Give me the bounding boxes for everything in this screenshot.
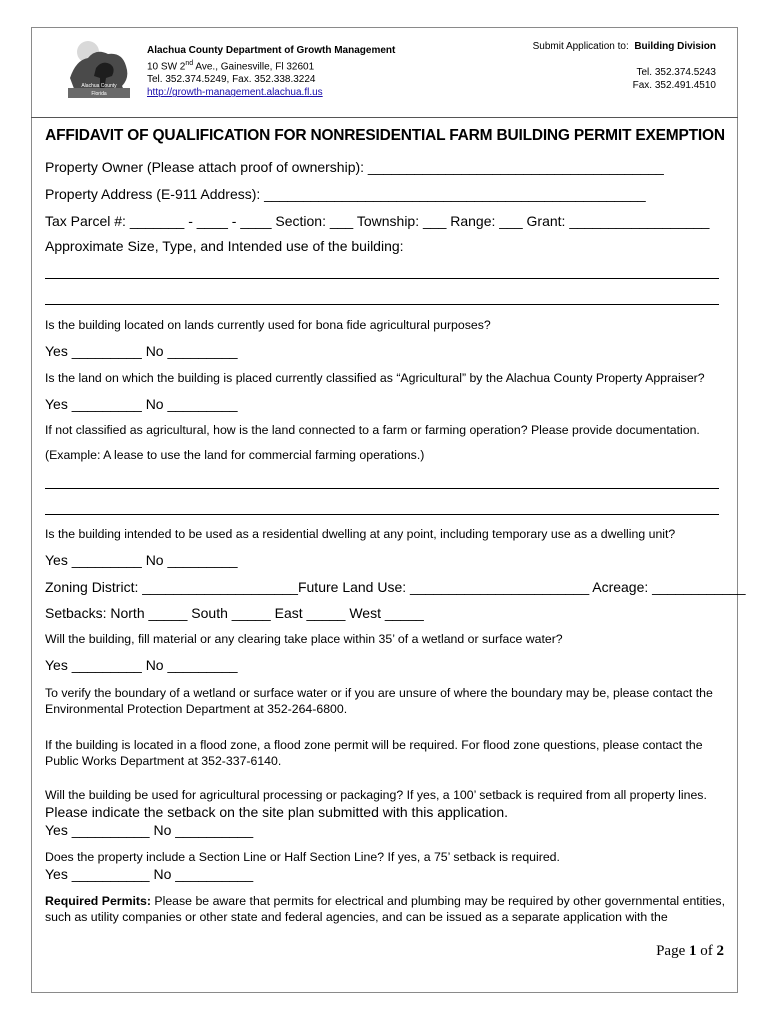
- submit-info: [533, 40, 716, 92]
- size-type-line-1[interactable]: [45, 278, 719, 279]
- question-classification: Is the land on which the building is placed currently classified as “Agricultural” by the Alachua County Property Appraiser?: [45, 371, 705, 385]
- submit-line: Submit Application to: Building Division: [532, 41, 716, 52]
- form-title: AFFIDAVIT OF QUALIFICATION FOR NONRESIDENTIAL FARM BUILDING PERMIT EXEMPTION: [45, 127, 725, 144]
- setbacks-field[interactable]: Setbacks: North _____ South _____ East _____ West _____: [45, 605, 424, 621]
- yes-no-6[interactable]: Yes __________ No __________: [45, 866, 254, 882]
- owner-field[interactable]: Property Owner (Please attach proof of ownership): ______________________________________: [45, 159, 664, 175]
- svg-text:Florida: Florida: [91, 91, 107, 97]
- parcel-field[interactable]: Tax Parcel #: _______ - ____ - ____ Section: ___ Township: ___ Range: ___ Grant: __________________: [45, 213, 710, 229]
- division-tel: Tel. 352.374.5243: [636, 67, 716, 78]
- required-permits-note: [45, 893, 725, 925]
- required-permits-label: Required Permits:: [45, 894, 151, 908]
- farm-example: (Example: A lease to use the land for commercial farming operations.): [45, 448, 425, 462]
- farm-line-2[interactable]: [45, 514, 719, 515]
- org-address: 10 SW 2nd Ave., Gainesville, Fl 32601: [147, 60, 315, 73]
- org-phone-fax: Tel. 352.374.5249, Fax. 352.338.3224: [147, 74, 316, 86]
- farm-line-1[interactable]: [45, 488, 719, 489]
- county-logo: [66, 38, 132, 100]
- question-residential: Is the building intended to be used as a residential dwelling at any point, including temporary use as a dwelling unit?: [45, 527, 676, 541]
- yes-no-4[interactable]: Yes _________ No _________: [45, 657, 238, 673]
- question-agricultural-use: Is the building located on lands currently used for bona fide agricultural purposes?: [45, 318, 491, 332]
- header-divider: [31, 117, 738, 118]
- question-processing: Will the building be used for agricultural processing or packaging? If yes, a 100’ setback is required from all property lines.: [45, 788, 707, 802]
- wetland-note: To verify the boundary of a wetland or surface water or if you are unsure of where the boundary may be, please contact the Environmental Protection Department at 352-264-6800.: [45, 686, 713, 716]
- size-type-line-2[interactable]: [45, 304, 719, 305]
- address-field[interactable]: Property Address (E-911 Address): _________________________________________________: [45, 186, 646, 202]
- division-fax: Fax. 352.491.4510: [632, 80, 716, 91]
- zoning-field[interactable]: Zoning District: ____________________Future Land Use: _______________________ Acreage: ____________: [45, 579, 746, 595]
- required-permits-text: Please be aware that permits for electrical and plumbing may be required by other governmental entities, such as utility companies or other state and federal agencies, and can be issued as a separate application with the: [45, 894, 725, 924]
- department-header: [147, 44, 395, 99]
- yes-no-1[interactable]: Yes _________ No _________: [45, 343, 238, 359]
- page-number: Page 1 of 2: [656, 943, 724, 959]
- yes-no-5[interactable]: Yes __________ No __________: [45, 822, 254, 838]
- size-type-label: Approximate Size, Type, and Intended use of the building:: [45, 238, 404, 254]
- question-section-line: Does the property include a Section Line or Half Section Line? If yes, a 75’ setback is required.: [45, 850, 560, 864]
- question-farm-connection: If not classified as agricultural, how is the land connected to a farm or farming operation? Please provide documentation.: [45, 423, 700, 437]
- setback-instruction: Please indicate the setback on the site plan submitted with this application.: [45, 804, 509, 820]
- website-link[interactable]: http://growth-management.alachua.fl.us: [147, 87, 323, 99]
- org-name: Alachua County Department of Growth Management: [147, 45, 396, 56]
- svg-text:Alachua County: Alachua County: [81, 83, 117, 89]
- yes-no-3[interactable]: Yes _________ No _________: [45, 552, 238, 568]
- yes-no-2[interactable]: Yes _________ No _________: [45, 396, 238, 412]
- question-wetland: Will the building, fill material or any clearing take place within 35’ of a wetland or surface water?: [45, 632, 563, 646]
- flood-note: If the building is located in a flood zone, a flood zone permit will be required. For flood zone questions, please contact the Public Works Department at 352-337-6140.: [45, 738, 703, 768]
